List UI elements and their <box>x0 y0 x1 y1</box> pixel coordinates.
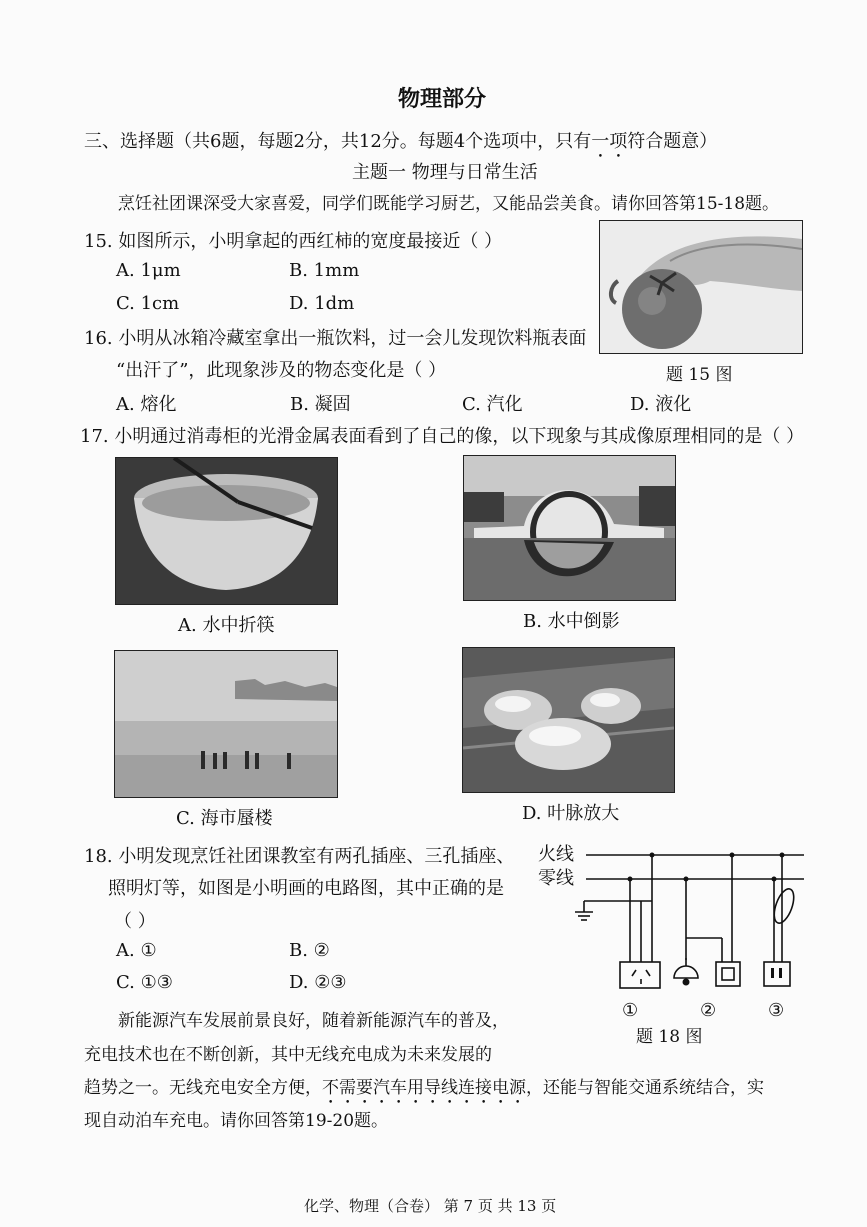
q18-option-d: D. ②③ <box>289 972 347 993</box>
q15-figure-caption: 题 15 图 <box>666 365 733 385</box>
q18-stem-line-2: 照明灯等，如图是小明画的电路图，其中正确的是 <box>108 878 504 899</box>
q16-option-d: D. 液化 <box>630 394 692 415</box>
intro-paragraph-2-line-3: 趋势之一。无线充电安全方便，不需要汽车用导线连接电源，还能与智能交通系统结合，实 <box>84 1078 764 1098</box>
intro-paragraph-1: 烹饪社团课深受大家喜爱，同学们既能学习厨艺，又能品尝美食。请你回答第15-18题。 <box>118 194 780 214</box>
q18-option-c: C. ①③ <box>116 972 173 993</box>
q15-option-a: A. 1μm <box>116 260 181 281</box>
q15-option-d: D. 1dm <box>289 293 355 314</box>
q17-option-b: B. 水中倒影 <box>523 611 620 632</box>
circuit-diagram <box>534 838 809 1048</box>
q17-photo-b-reflection <box>463 455 676 601</box>
page-footer: 化学、物理（合卷） 第 7 页 共 13 页 <box>304 1197 557 1215</box>
page-title: 物理部分 <box>398 86 487 112</box>
q18-stem-line-3: （ ） <box>114 911 156 932</box>
section-header: 三、选择题（共6题，每题2分，共12分。每题4个选项中，只有一项符合题意） <box>84 131 718 152</box>
q16-stem-line-2: “出汗了”，此现象涉及的物态变化是（ ） <box>116 360 447 381</box>
q18-option-a: A. ① <box>116 940 157 961</box>
q17-option-c: C. 海市蜃楼 <box>176 808 273 829</box>
q15-stem: 15. 如图所示，小明拿起的西红柿的宽度最接近（ ） <box>84 231 503 252</box>
theme-title: 主题一 物理与日常生活 <box>352 162 538 183</box>
q17-option-d: D. 叶脉放大 <box>522 803 620 824</box>
q16-option-c: C. 汽化 <box>462 394 523 415</box>
tomato-photo <box>599 220 803 354</box>
circuit-label-2: ② <box>700 1000 717 1021</box>
q17-photo-d-leaf-drops <box>462 647 675 793</box>
q16-option-a: A. 熔化 <box>116 394 177 415</box>
neutral-wire-label: 零线 <box>538 868 574 889</box>
q17-photo-c-mirage <box>114 650 338 798</box>
q17-option-a: A. 水中折筷 <box>178 615 275 636</box>
q18-option-b: B. ② <box>289 940 330 961</box>
q17-photo-a-chopstick <box>115 457 338 605</box>
intro-paragraph-2-line-1: 新能源汽车发展前景良好，随着新能源汽车的普及， <box>118 1011 509 1031</box>
q18-figure-caption: 题 18 图 <box>636 1027 703 1047</box>
intro-paragraph-2-line-4: 现自动泊车充电。请你回答第19-20题。 <box>84 1111 389 1131</box>
q16-stem-line-1: 16. 小明从冰箱冷藏室拿出一瓶饮料，过一会儿发现饮料瓶表面 <box>84 328 587 349</box>
q17-stem: 17. 小明通过消毒柜的光滑金属表面看到了自己的像，以下现象与其成像原理相同的是（ ） <box>80 426 805 447</box>
q15-option-c: C. 1cm <box>116 293 180 314</box>
intro-paragraph-2-line-2: 充电技术也在不断创新，其中无线充电成为未来发展的 <box>84 1045 492 1065</box>
circuit-label-3: ③ <box>768 1000 785 1021</box>
live-wire-label: 火线 <box>538 844 574 865</box>
q15-option-b: B. 1mm <box>289 260 360 281</box>
q16-option-b: B. 凝固 <box>290 394 351 415</box>
q18-stem-line-1: 18. 小明发现烹饪社团课教室有两孔插座、三孔插座、 <box>84 846 515 867</box>
circuit-label-1: ① <box>622 1000 639 1021</box>
